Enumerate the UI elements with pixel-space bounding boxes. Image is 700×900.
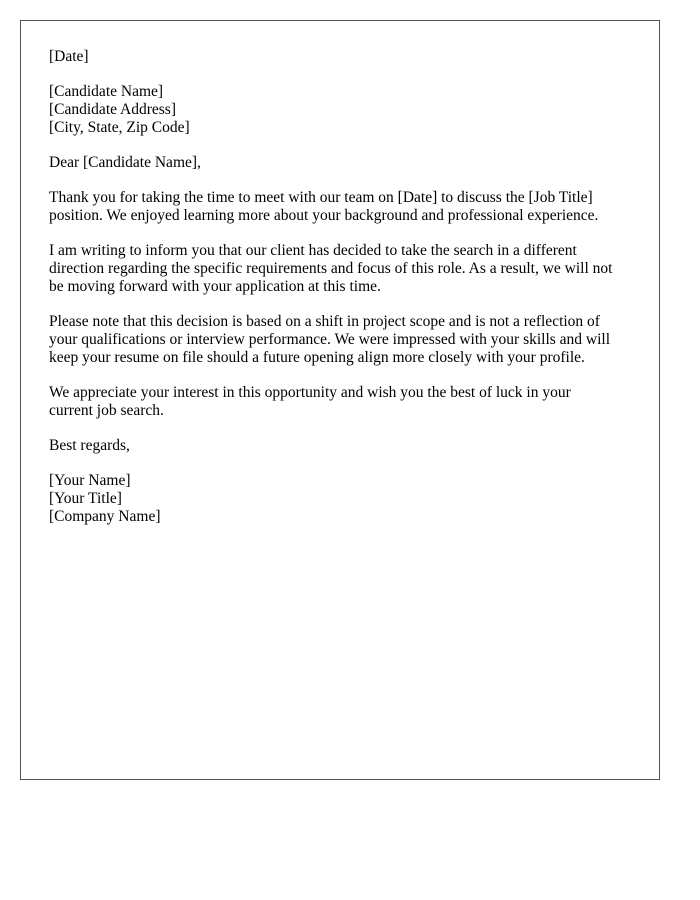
recipient-name: [Candidate Name] xyxy=(49,83,164,100)
paragraph-2 xyxy=(49,242,639,296)
paragraph-2-line-3: be moving forward with your application at this time. xyxy=(49,278,381,295)
salutation-block xyxy=(49,154,639,172)
paragraph-2-line-2: direction regarding the specific requirements and focus of this role. As a result, we will not xyxy=(49,260,613,277)
paragraph-1-line-1: Thank you for taking the time to meet with our team on [Date] to discuss the [Job Title] xyxy=(49,189,593,206)
paragraph-4 xyxy=(49,384,639,420)
paragraph-3-line-1: Please note that this decision is based on a shift in project scope and is not a reflection of xyxy=(49,313,600,330)
closing-block xyxy=(49,437,639,455)
closing: Best regards, xyxy=(49,437,130,454)
signature-name: [Your Name] xyxy=(49,472,131,489)
signature-block xyxy=(49,472,639,526)
recipient-address-block xyxy=(49,83,639,137)
letter-body xyxy=(49,48,639,543)
letter-date: [Date] xyxy=(49,48,89,65)
paragraph-3-line-3: keep your resume on file should a future opening align more closely with your profile. xyxy=(49,349,585,366)
paragraph-3 xyxy=(49,313,639,367)
recipient-address: [Candidate Address] xyxy=(49,101,176,118)
paragraph-2-line-1: I am writing to inform you that our client has decided to take the search in a different xyxy=(49,242,577,259)
paragraph-1 xyxy=(49,189,639,225)
letter-frame xyxy=(20,20,660,780)
paragraph-1-line-2: position. We enjoyed learning more about your background and professional experience. xyxy=(49,207,599,224)
recipient-city-state-zip: [City, State, Zip Code] xyxy=(49,119,190,136)
paragraph-3-line-2: your qualifications or interview performance. We were impressed with your skills and will xyxy=(49,331,611,348)
salutation: Dear [Candidate Name], xyxy=(49,154,201,171)
paragraph-4-line-1: We appreciate your interest in this opportunity and wish you the best of luck in your xyxy=(49,384,571,401)
letter-date-block xyxy=(49,48,639,66)
signature-title: [Your Title] xyxy=(49,490,122,507)
signature-company: [Company Name] xyxy=(49,508,161,525)
paragraph-4-line-2: current job search. xyxy=(49,402,164,419)
